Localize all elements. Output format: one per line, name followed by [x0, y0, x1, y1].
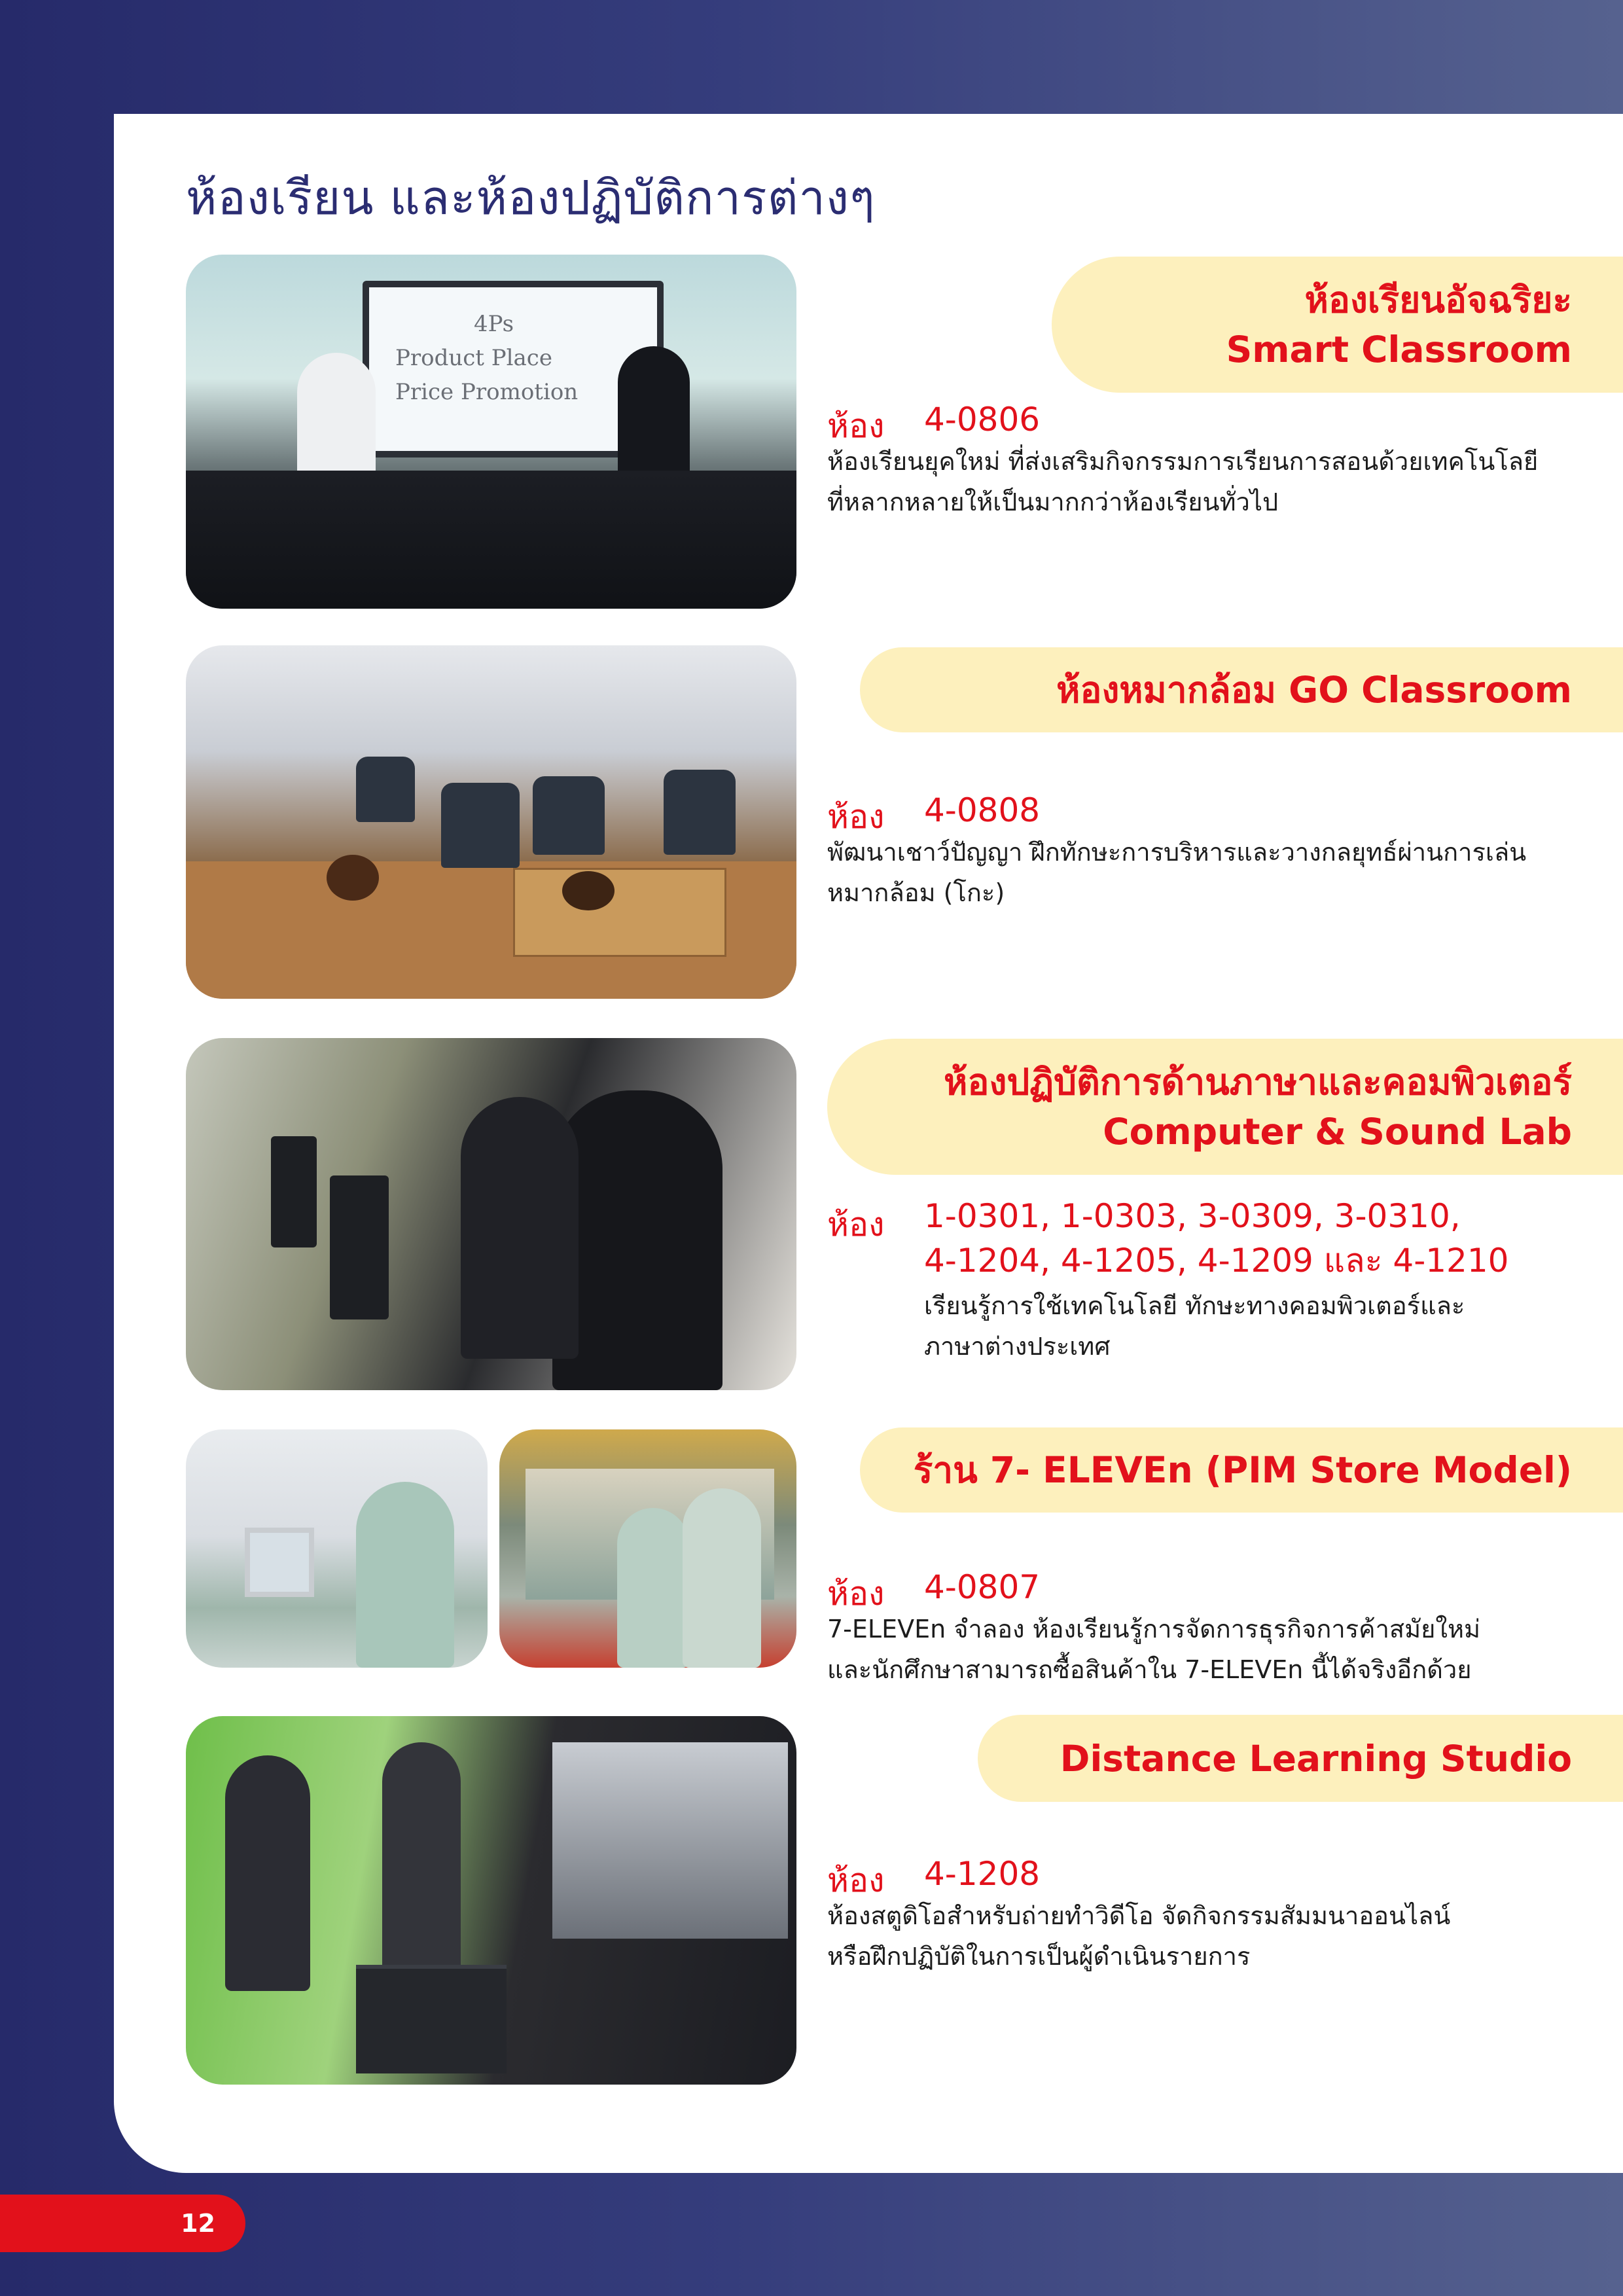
room-label: ห้อง — [827, 1861, 885, 1899]
room-title: Distance Learning Studio — [1060, 1737, 1572, 1780]
room-number: 4-0807 — [924, 1568, 1041, 1606]
room-title-th: ห้องปฏิบัติการด้านภาษาและคอมพิวเตอร์ — [944, 1061, 1572, 1103]
computer-lab-photo — [186, 1038, 796, 1390]
room-description — [924, 1285, 1465, 1367]
page-number: 12 — [181, 2209, 215, 2238]
room-description — [827, 1895, 1450, 1977]
description-line: หมากล้อม (โกะ) — [827, 878, 1005, 907]
cashier-figure — [356, 1482, 454, 1668]
studio-monitor — [552, 1742, 788, 1939]
board-text-line: 4Ps — [474, 311, 514, 337]
banner-smart-classroom — [1052, 257, 1623, 393]
description-line: ที่หลากหลายให้เป็นมากกว่าห้องเรียนทั่วไป — [827, 488, 1279, 516]
room-label: ห้อง — [827, 798, 885, 836]
chair — [533, 776, 605, 855]
description-line: ภาษาต่างประเทศ — [924, 1332, 1111, 1361]
chair — [441, 783, 520, 868]
room-number-list — [924, 1194, 1508, 1283]
room-label: ห้อง — [827, 407, 885, 445]
banner-go-classroom — [860, 647, 1623, 732]
pos-screen — [245, 1528, 314, 1597]
studio-photo — [186, 1716, 796, 2085]
room-number: 1-0301, 1-0303, 3-0309, 3-0310, — [924, 1197, 1461, 1235]
shopper-figure — [617, 1508, 689, 1668]
room-description — [827, 1609, 1480, 1690]
description-line: หรือฝึกปฏิบัติในการเป็นผู้ดำเนินรายการ — [827, 1942, 1251, 1971]
banner-distance-studio — [978, 1715, 1623, 1802]
room-label: ห้อง — [827, 1206, 885, 1244]
shopper-figure — [683, 1488, 761, 1668]
banner-seven-eleven — [860, 1427, 1623, 1513]
room-description — [827, 832, 1526, 913]
monitor — [330, 1175, 389, 1319]
room-title: ห้องหมากล้อม GO Classroom — [1056, 668, 1572, 711]
go-classroom-photo — [186, 645, 796, 999]
store-shelves-photo — [499, 1429, 796, 1668]
description-line: ห้องสตูดิโอสำหรับถ่ายทำวิดีโอ จัดกิจกรรมสัมมนาออนไลน์ — [827, 1901, 1451, 1930]
room-description — [827, 441, 1538, 522]
go-bowl — [327, 855, 379, 901]
description-line: ห้องเรียนยุคใหม่ ที่ส่งเสริมกิจกรรมการเรียนการสอนด้วยเทคโนโลยี — [827, 447, 1539, 476]
board-text-line: Product Place — [395, 345, 552, 371]
room-title-en: Computer & Sound Lab — [1103, 1111, 1572, 1153]
camera-operator-figure — [225, 1755, 310, 1991]
room-title-th: ห้องเรียนอัจฉริยะ — [1304, 279, 1572, 321]
room-title-en: Smart Classroom — [1226, 329, 1572, 370]
student-figure — [461, 1097, 579, 1359]
room-title: ร้าน 7- ELEVEn (PIM Store Model) — [913, 1448, 1572, 1491]
page-title: ห้องเรียน และห้องปฏิบัติการต่างๆ — [186, 170, 876, 225]
description-line: และนักศึกษาสามารถซื้อสินค้าใน 7-ELEVEn นี้ได้จริงอีกด้วย — [827, 1655, 1472, 1684]
smart-classroom-photo — [186, 255, 796, 609]
laptop — [356, 1965, 507, 2073]
go-bowl — [562, 871, 615, 910]
page-sheet — [114, 114, 1623, 2173]
room-number: 4-1204, 4-1205, 4-1209 และ 4-1210 — [924, 1242, 1509, 1280]
chair — [356, 757, 415, 822]
description-line: พัฒนาเชาว์ปัญญา ฝึกทักษะการบริหารและวางกลยุทธ์ผ่านการเล่น — [827, 838, 1527, 867]
go-board — [513, 868, 726, 957]
monitor — [271, 1136, 317, 1247]
description-line: เรียนรู้การใช้เทคโนโลยี ทักษะทางคอมพิวเตอร์และ — [924, 1291, 1465, 1320]
page-number-tab — [0, 2195, 245, 2252]
room-number: 4-0808 — [924, 791, 1041, 829]
store-checkout-photo — [186, 1429, 488, 1668]
board-text-line: Price Promotion — [395, 379, 579, 405]
room-number: 4-0806 — [924, 401, 1041, 439]
room-label: ห้อง — [827, 1575, 885, 1613]
banner-computer-lab — [827, 1039, 1623, 1175]
description-line: 7-ELEVEn จำลอง ห้องเรียนรู้การจัดการธุรกิจการค้าสมัยใหม่ — [827, 1615, 1481, 1643]
students-row — [186, 471, 796, 609]
camera-operator-figure — [382, 1742, 461, 1991]
chair — [664, 770, 736, 855]
room-number: 4-1208 — [924, 1855, 1041, 1893]
